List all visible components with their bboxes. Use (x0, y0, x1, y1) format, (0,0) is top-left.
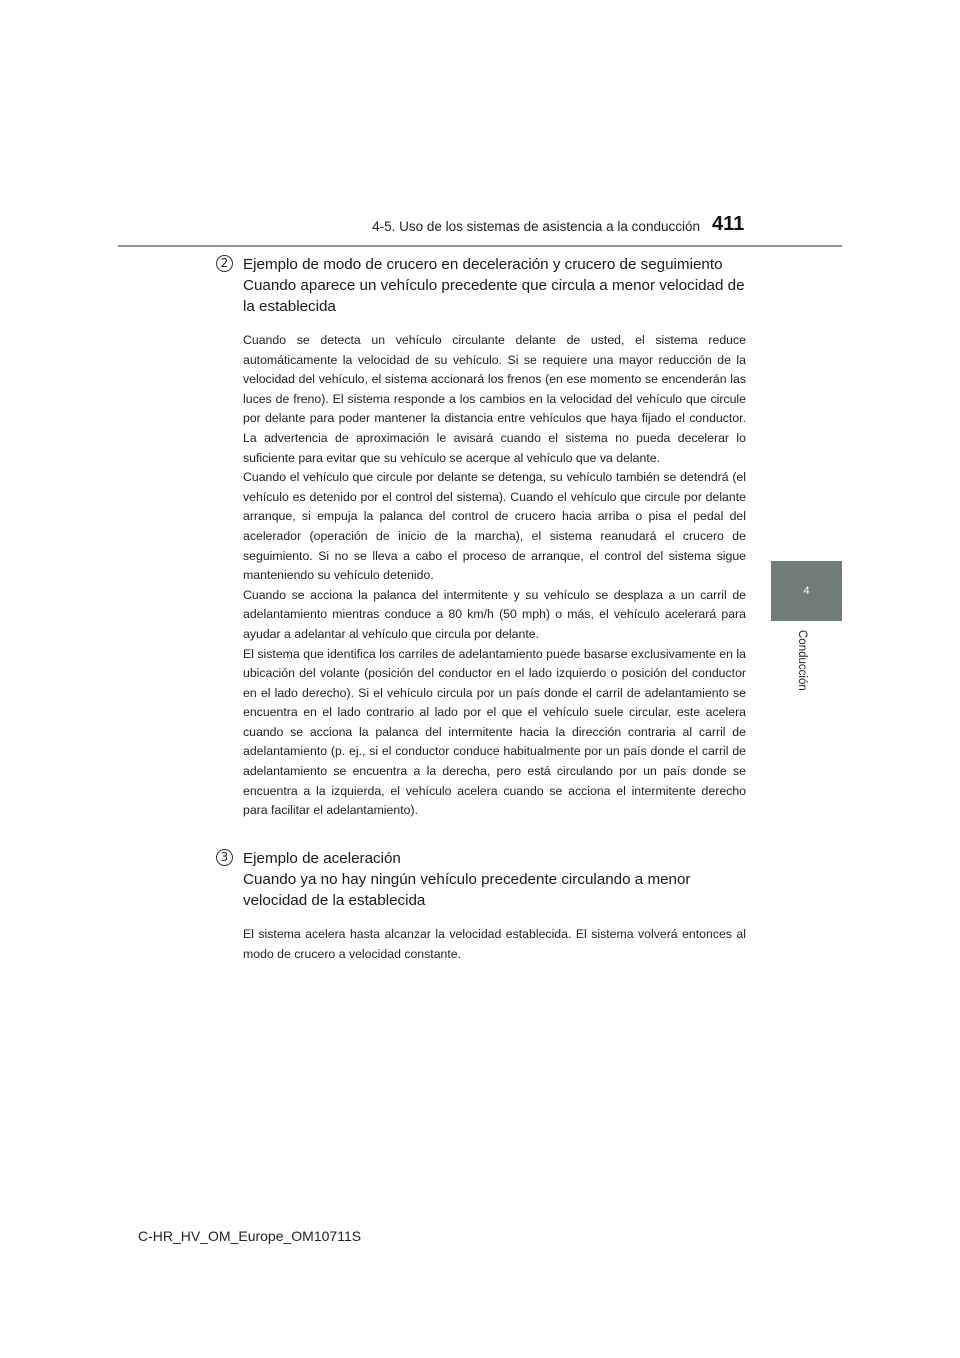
section-body (243, 925, 746, 964)
section-subheading: Cuando ya no hay ningún vehículo precedente circulando a menor velocidad de la establecida (243, 871, 691, 909)
circled-number-icon: 2 (216, 255, 233, 272)
document-code: C-HR_HV_OM_Europe_OM10711S (138, 1228, 362, 1244)
section-deceleration-example (216, 254, 746, 821)
body-paragraph: El sistema acelera hasta alcanzar la velocidad establecida. El sistema volverá entonces al modo de crucero a velocidad constante. (243, 927, 746, 961)
page-number: 411 (712, 213, 745, 235)
body-paragraph: El sistema que identifica los carriles de adelantamiento puede basarse exclusivamente en la ubicación del volante (posición del conductor en el lado izquierdo o posición del conductor en el lado derecho). Si el vehículo circula por un país donde el carril de adelantamiento se encuentra en el lado contrario al lado por el que el vehículo suele circular, este acelera cuando se acciona la palanca del intermitente hacia la dirección contraria al carril de adelantamiento (p. ej., si el conductor conduce habitualmente por un país donde el carril de adelantamiento se encuentra a la derecha, pero está circulando por un país donde se encuentra a la izquierda, el vehículo acelera cuando se acciona el intermitente derecho para facilitar el adelantamiento). (243, 646, 746, 818)
section-body (243, 331, 746, 821)
section-heading: Ejemplo de aceleración (243, 850, 401, 867)
section-acceleration-example (216, 848, 746, 964)
circled-number-icon: 3 (216, 849, 233, 866)
section-subheading: Cuando aparece un vehículo precedente que circula a menor velocidad de la establecida (243, 277, 745, 315)
chapter-label: Conducción (796, 630, 808, 691)
chapter-label-vertical (796, 630, 814, 702)
body-paragraph: Cuando se acciona la palanca del intermitente y su vehículo se desplaza a un carril de adelantamiento mientras conduce a 80 km/h (50 mph) o más, el vehículo acelerará para ayudar a adelantar al vehículo que circula por delante. (243, 587, 746, 641)
chapter-tab (771, 561, 842, 621)
chapter-number: 4 (803, 585, 810, 597)
header-divider (118, 245, 842, 247)
body-paragraph: Cuando el vehículo que circule por delante se detenga, su vehículo también se detendrá (el vehículo es detenido por el control del sistema). Cuando el vehículo que circule por delante arranque, si empuja la palanca del control de crucero hacia arriba o pisa el pedal del acelerador (operación de inicio de la marcha), el sistema reanudará el crucero de seguimiento. Si no se lleva a cabo el proceso de arranque, el control del sistema sigue manteniendo su vehículo detenido. (243, 470, 746, 583)
section-heading: Ejemplo de modo de crucero en deceleración y crucero de seguimiento (243, 256, 723, 273)
running-header-title: 4-5. Uso de los sistemas de asistencia a la conducción (372, 219, 700, 234)
body-paragraph: Cuando se detecta un vehículo circulante delante de usted, el sistema reduce automáticamente la velocidad de su vehículo. Si se requiere una mayor reducción de la velocidad del vehículo, el sistema accionará los frenos (en ese momento se encenderán las luces de freno). El sistema responde a los cambios en la velocidad del vehículo que circule por delante para poder mantener la distancia entre vehículos que haya fijado el conductor. La advertencia de aproximación le avisará cuando el sistema no pueda decelerar lo suficiente para evitar que su vehículo se acerque al vehículo que va delante. (243, 333, 746, 465)
